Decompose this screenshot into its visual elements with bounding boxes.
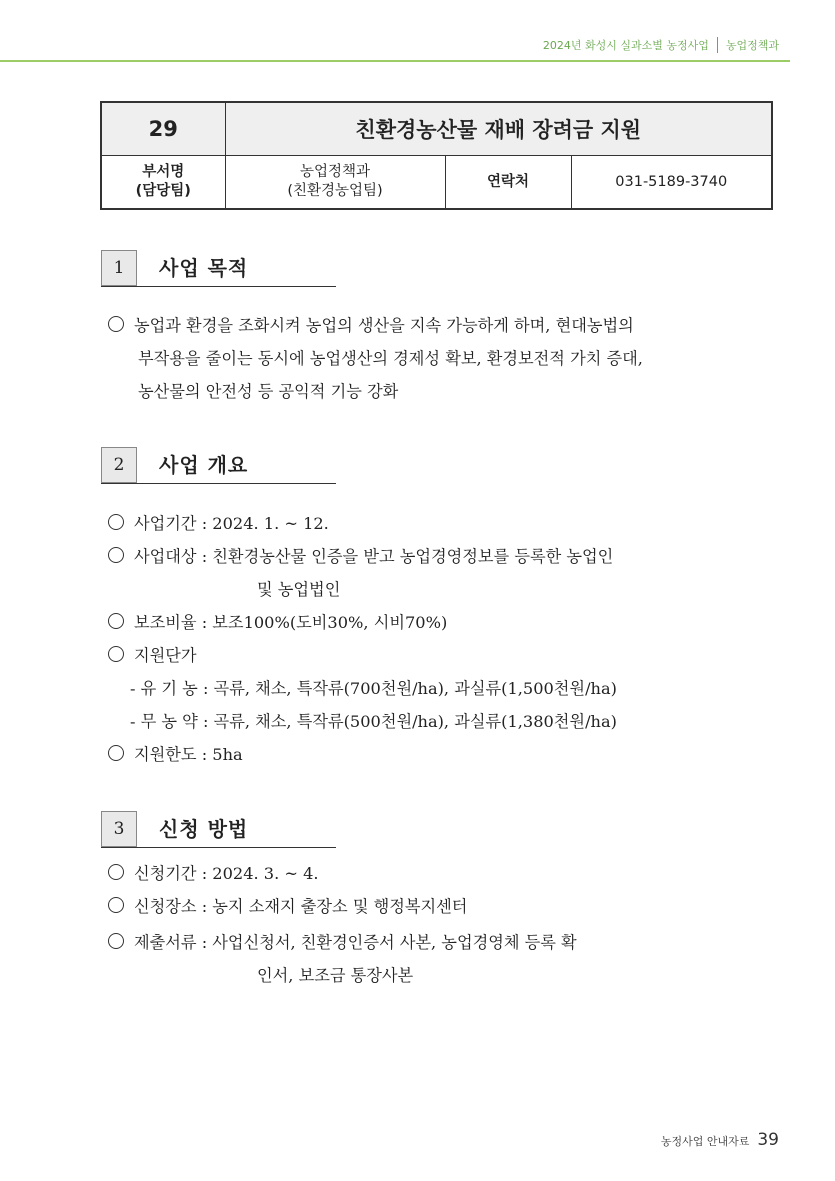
list-item-continuation: 인서, 보조금 통장사본 [257, 966, 414, 985]
section-title: 사업 목적 [159, 256, 249, 280]
list-item: 지원한도 : 5ha [108, 741, 243, 765]
circle-bullet-icon [108, 864, 124, 880]
list-item: 신청기간 : 2024. 3. ~ 4. [108, 860, 319, 884]
section-underline [101, 483, 336, 484]
sub-list-item: - 무 농 약 : 곡류, 채소, 특작류(500천원/ha), 과실류(1,380천원/ha) [130, 712, 617, 731]
circle-bullet-icon [108, 547, 124, 563]
list-item-continuation: 및 농업법인 [257, 580, 341, 599]
circle-bullet-icon [108, 613, 124, 629]
list-item: 사업기간 : 2024. 1. ~ 12. [108, 510, 329, 534]
section-heading-purpose [101, 250, 336, 286]
circle-bullet-icon [108, 897, 124, 913]
list-item-continuation: 부작용을 줄이는 동시에 농업생산의 경제성 확보, 환경보전적 가치 증대, [138, 349, 643, 368]
section-title: 사업 개요 [159, 453, 249, 477]
circle-bullet-icon [108, 316, 124, 332]
list-item: 농업과 환경을 조화시켜 농업의 생산을 지속 가능하게 하며, 현대농법의 [108, 312, 634, 336]
header-rule [0, 60, 790, 62]
section-heading-application [101, 811, 336, 847]
page-number: 39 [757, 1130, 779, 1150]
list-item-continuation: 농산물의 안전성 등 공익적 기능 강화 [138, 382, 399, 401]
list-item: 신청장소 : 농지 소재지 출장소 및 행정복지센터 [108, 893, 467, 917]
circle-bullet-icon [108, 933, 124, 949]
program-title: 친환경농산물 재배 장려금 지원 [225, 102, 772, 156]
list-item: 보조비율 : 보조100%(도비30%, 시비70%) [108, 609, 447, 633]
dept-value: 농업정책과 [299, 164, 371, 181]
section-number: 2 [101, 447, 137, 483]
team-value: (친환경농업팀) [287, 183, 383, 199]
list-item: 제출서류 : 사업신청서, 친환경인증서 사본, 농업경영체 등록 확 [108, 929, 577, 953]
circle-bullet-icon [108, 745, 124, 761]
section-number: 3 [101, 811, 137, 847]
circle-bullet-icon [108, 514, 124, 530]
list-item: 지원단가 [108, 642, 197, 666]
circle-bullet-icon [108, 646, 124, 662]
footer-label: 농정사업 안내자료 [660, 1135, 750, 1148]
dept-value-cell [225, 156, 445, 210]
header-doc-title: 2024년 화성시 실과소별 농정사업 [542, 39, 709, 52]
team-label: (담당팀) [135, 183, 191, 199]
program-number: 29 [101, 102, 225, 156]
dept-label-cell [101, 156, 225, 210]
contact-label: 연락처 [445, 156, 571, 210]
running-header [543, 37, 779, 53]
section-underline [101, 847, 336, 848]
section-number: 1 [101, 250, 137, 286]
section-underline [101, 286, 336, 287]
header-separator [717, 37, 718, 53]
dept-label: 부서명 [142, 164, 185, 181]
section-heading-overview [101, 447, 336, 483]
sub-list-item: - 유 기 농 : 곡류, 채소, 특작류(700천원/ha), 과실류(1,500천원/ha) [130, 679, 617, 698]
list-item: 사업대상 : 친환경농산물 인증을 받고 농업경영정보를 등록한 농업인 [108, 543, 613, 567]
header-dept: 농업정책과 [725, 39, 779, 52]
contact-value: 031-5189-3740 [571, 156, 772, 210]
section-title: 신청 방법 [159, 817, 249, 841]
page-footer [661, 1130, 779, 1150]
program-info-table [100, 101, 773, 210]
